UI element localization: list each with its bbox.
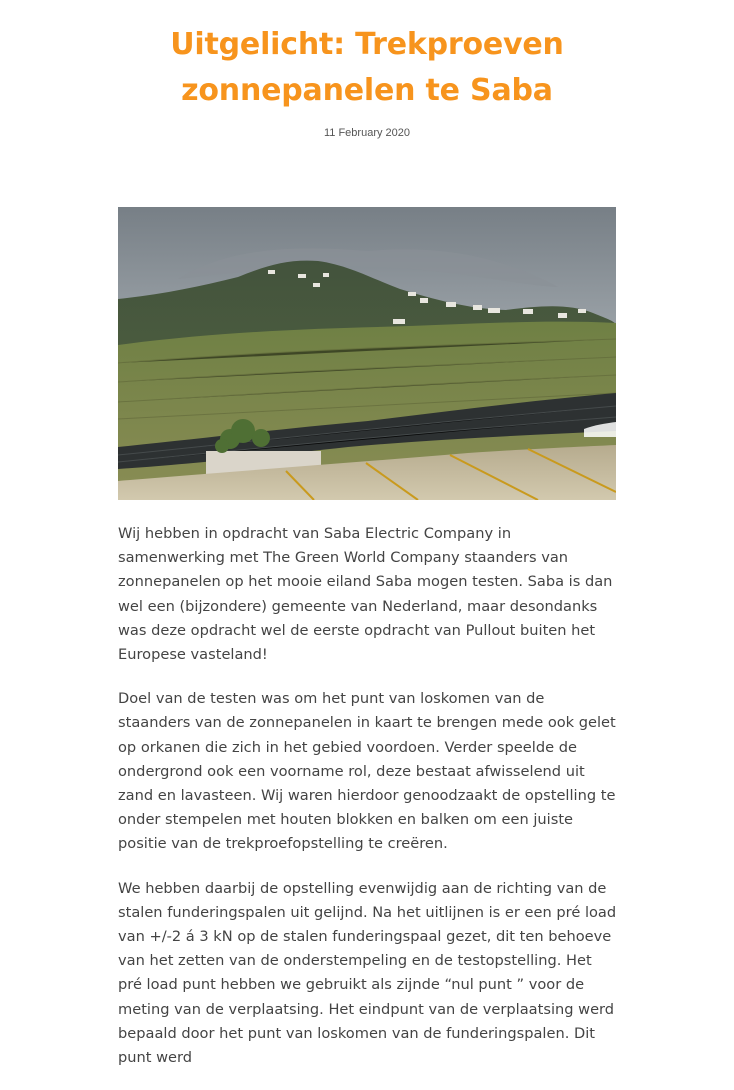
body-paragraph: We hebben daarbij de opstelling evenwijdig aan de richting van de stalen funderingspalen uit gelijnd. Na het uitlijnen is er een pré load van +/-2 á 3 kN op de stalen funderingspaal gezet, dit ten behoeve van het zetten van de onderstempeling en de testopstelling. Het pré load punt hebben we gebruikt als zijnde “nul punt ” voor de meting van de verplaatsing. Het eindpunt van de verplaatsing werd bepaald door het punt van loskomen van de funderingspalen. Dit punt werd <box>118 879 617 1067</box>
article-title: Uitgelicht: Trekproeven zonnepanelen te Saba <box>170 27 564 108</box>
article-body <box>118 522 618 1090</box>
article-date: 11 February 2020 <box>323 127 411 139</box>
hero-photo-illustration <box>118 207 616 500</box>
hero-photo <box>118 207 616 500</box>
body-paragraph: Doel van de testen was om het punt van loskomen van de staanders van de zonnepanelen in kaart te brengen mede ook gelet op orkanen die zich in het gebied voordoen. Verder speelde de ondergrond ook een voorname rol, deze bestaat afwisselend uit zand en lavasteen. Wij waren hierdoor genoodzaakt de opstelling te onder stempelen met houten blokken en balken om een juiste positie van de trekproefopstelling te creëren. <box>118 690 616 853</box>
body-paragraph: Wij hebben in opdracht van Saba Electric Company in samenwerking met The Green World Company staanders van zonnepanelen op het mooie eiland Saba mogen testen. Saba is dan wel een (bijzondere) gemeente van Nederland, maar desondanks was deze opdracht wel de eerste opdracht van Pullout buiten het Europese vasteland! <box>118 525 613 664</box>
